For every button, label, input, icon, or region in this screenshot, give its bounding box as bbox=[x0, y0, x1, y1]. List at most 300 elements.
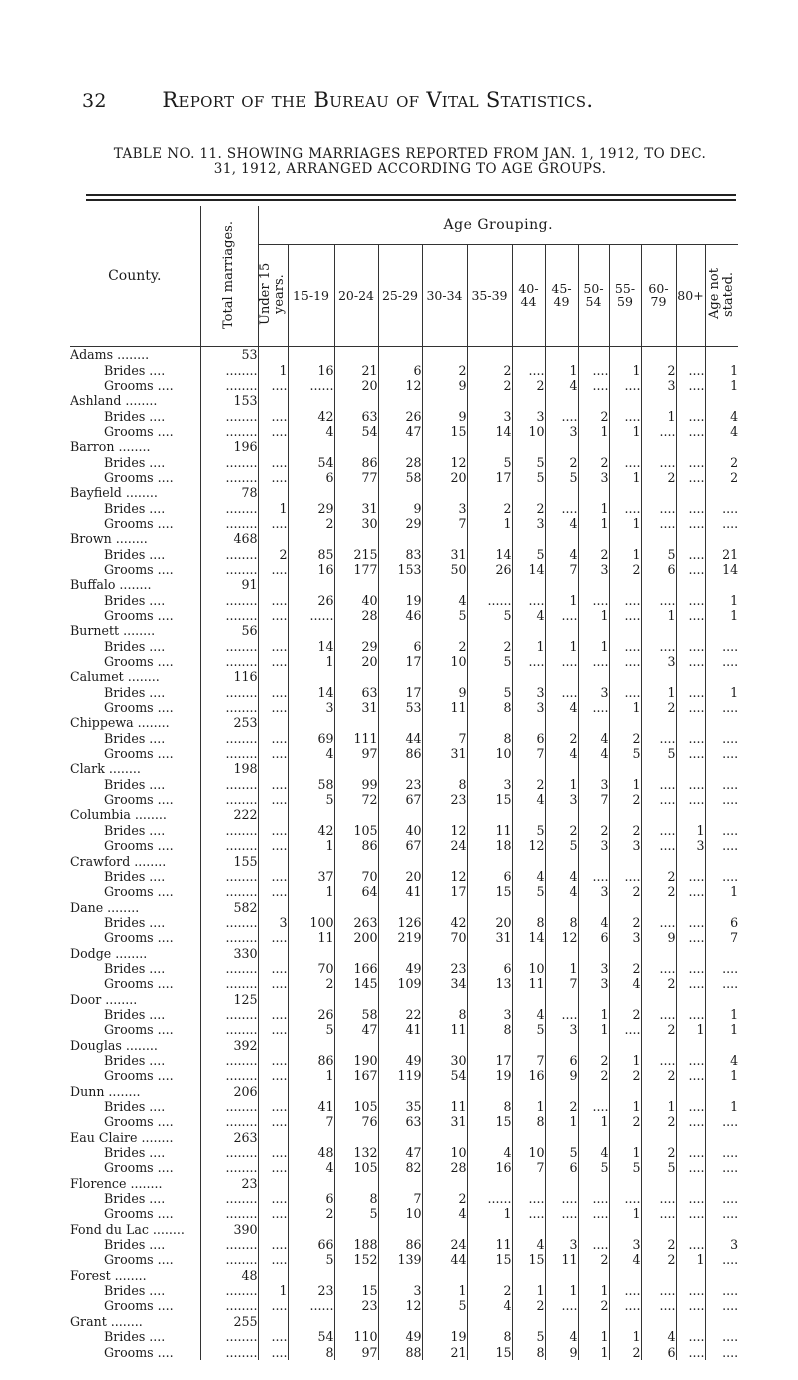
county-name: Burnett ........ bbox=[70, 623, 156, 639]
grooms-value: .... bbox=[676, 608, 705, 623]
grooms-value: 119 bbox=[378, 1068, 422, 1083]
grooms-value: .... bbox=[258, 654, 288, 669]
empty-cell bbox=[288, 393, 334, 408]
brides-row bbox=[70, 1329, 738, 1344]
grooms-value: 4 bbox=[578, 746, 609, 761]
grooms-value: .... bbox=[609, 654, 641, 669]
grooms-value: .... bbox=[609, 378, 641, 393]
grooms-row bbox=[70, 470, 738, 485]
county-row bbox=[70, 1130, 738, 1145]
grooms-value: 2 bbox=[288, 976, 334, 991]
empty-cell bbox=[578, 853, 609, 868]
grooms-value: 4 bbox=[512, 792, 545, 807]
brides-value: 1 bbox=[422, 1283, 467, 1298]
top-rule-double bbox=[86, 199, 736, 201]
grooms-value: 2 bbox=[288, 1206, 334, 1221]
county-total: 253 bbox=[200, 715, 258, 730]
empty-cell bbox=[578, 1176, 609, 1191]
grooms-value: 1 bbox=[609, 424, 641, 439]
county-total: 330 bbox=[200, 945, 258, 960]
brides-value: .... bbox=[609, 639, 641, 654]
grooms-value: 20 bbox=[334, 654, 378, 669]
empty-cell bbox=[578, 347, 609, 363]
county-name: Florence ........ bbox=[70, 1175, 163, 1191]
brides-value: .... bbox=[258, 593, 288, 608]
grooms-value: 5 bbox=[422, 1298, 467, 1313]
brides-value: 2 bbox=[578, 454, 609, 469]
brides-value: 7 bbox=[378, 1191, 422, 1206]
brides-value: .... bbox=[609, 1283, 641, 1298]
brides-value: .... bbox=[705, 731, 738, 746]
header-age-label: Under 15 years. bbox=[258, 262, 287, 326]
brides-value: 132 bbox=[334, 1145, 378, 1160]
header-age-0 bbox=[258, 245, 288, 347]
empty-cell bbox=[334, 1084, 378, 1099]
brides-value: .... bbox=[641, 454, 676, 469]
county-row bbox=[70, 347, 738, 363]
grooms-value: .... bbox=[609, 1022, 641, 1037]
empty-cell bbox=[609, 715, 641, 730]
grooms-value: 97 bbox=[334, 1344, 378, 1359]
total-leader: ........ bbox=[200, 1237, 258, 1252]
header-age-label: 35-39 bbox=[471, 288, 508, 303]
empty-cell bbox=[676, 991, 705, 1006]
brides-value: 21 bbox=[334, 362, 378, 377]
brides-value: 19 bbox=[378, 593, 422, 608]
brides-row bbox=[70, 1191, 738, 1206]
empty-cell bbox=[512, 991, 545, 1006]
empty-cell bbox=[578, 1037, 609, 1052]
grooms-value: ...... bbox=[288, 378, 334, 393]
grooms-value: 1 bbox=[705, 884, 738, 899]
brides-value: 6 bbox=[467, 869, 512, 884]
grooms-value: 4 bbox=[609, 976, 641, 991]
brides-value: 44 bbox=[378, 731, 422, 746]
grooms-value: 1 bbox=[288, 654, 334, 669]
brides-value: .... bbox=[258, 1237, 288, 1252]
grooms-value: .... bbox=[641, 1298, 676, 1313]
county-total: 206 bbox=[200, 1084, 258, 1099]
brides-value: 26 bbox=[288, 1007, 334, 1022]
grooms-value: 2 bbox=[705, 470, 738, 485]
empty-cell bbox=[378, 1268, 422, 1283]
brides-value: .... bbox=[609, 408, 641, 423]
empty-cell bbox=[641, 899, 676, 914]
county-total: 263 bbox=[200, 1130, 258, 1145]
grooms-row bbox=[70, 654, 738, 669]
brides-value: 126 bbox=[378, 915, 422, 930]
brides-value: .... bbox=[705, 869, 738, 884]
brides-value: 166 bbox=[334, 961, 378, 976]
brides-row bbox=[70, 1283, 738, 1298]
empty-cell bbox=[512, 577, 545, 592]
empty-cell bbox=[378, 439, 422, 454]
county-row bbox=[70, 1037, 738, 1052]
county-row bbox=[70, 623, 738, 638]
brides-value: 2 bbox=[467, 500, 512, 515]
empty-cell bbox=[641, 1084, 676, 1099]
header-age-label: 45- 49 bbox=[551, 281, 572, 309]
empty-cell bbox=[609, 623, 641, 638]
brides-value: 1 bbox=[705, 593, 738, 608]
brides-value: 12 bbox=[422, 454, 467, 469]
grooms-value: .... bbox=[705, 1344, 738, 1359]
county-row bbox=[70, 439, 738, 454]
empty-cell bbox=[578, 623, 609, 638]
brides-value: 63 bbox=[334, 408, 378, 423]
brides-value: 1 bbox=[578, 1329, 609, 1344]
grooms-value: 15 bbox=[512, 1252, 545, 1267]
brides-value: 105 bbox=[334, 1099, 378, 1114]
empty-cell bbox=[676, 485, 705, 500]
grooms-value: .... bbox=[676, 700, 705, 715]
grooms-value: 139 bbox=[378, 1252, 422, 1267]
empty-cell bbox=[467, 669, 512, 684]
brides-row bbox=[70, 454, 738, 469]
brides-value: .... bbox=[258, 961, 288, 976]
empty-cell bbox=[512, 853, 545, 868]
grooms-value: 23 bbox=[422, 792, 467, 807]
empty-cell bbox=[288, 1176, 334, 1191]
grooms-value: .... bbox=[258, 470, 288, 485]
grooms-value: .... bbox=[705, 976, 738, 991]
brides-value: .... bbox=[545, 408, 578, 423]
empty-cell bbox=[545, 807, 578, 822]
grooms-value: .... bbox=[258, 378, 288, 393]
county-name: Ashland ........ bbox=[70, 393, 158, 409]
brides-value: 5 bbox=[545, 1145, 578, 1160]
brides-value: .... bbox=[258, 869, 288, 884]
total-leader: ........ bbox=[200, 1099, 258, 1114]
empty-cell bbox=[422, 1222, 467, 1237]
total-leader: ........ bbox=[200, 470, 258, 485]
grooms-value: 1 bbox=[578, 424, 609, 439]
empty-cell bbox=[422, 853, 467, 868]
empty-cell bbox=[609, 393, 641, 408]
county-total: 23 bbox=[200, 1176, 258, 1191]
empty-cell bbox=[467, 1037, 512, 1052]
empty-cell bbox=[288, 1314, 334, 1329]
brides-value: 8 bbox=[467, 1099, 512, 1114]
brides-row bbox=[70, 823, 738, 838]
brides-value: 1 bbox=[609, 1053, 641, 1068]
brides-value: 66 bbox=[288, 1237, 334, 1252]
header-age-label: 30-34 bbox=[426, 288, 463, 303]
grooms-value: .... bbox=[258, 1206, 288, 1221]
empty-cell bbox=[641, 1176, 676, 1191]
grooms-value: 3 bbox=[545, 424, 578, 439]
grooms-value: .... bbox=[676, 884, 705, 899]
brides-value: 23 bbox=[422, 961, 467, 976]
grooms-value: 54 bbox=[422, 1068, 467, 1083]
brides-row bbox=[70, 639, 738, 654]
grooms-value: 3 bbox=[578, 976, 609, 991]
empty-cell bbox=[467, 623, 512, 638]
brides-value: 2 bbox=[578, 823, 609, 838]
grooms-value: 8 bbox=[512, 1114, 545, 1129]
grooms-value: 16 bbox=[467, 1160, 512, 1175]
brides-value: 29 bbox=[334, 639, 378, 654]
brides-value: 28 bbox=[378, 454, 422, 469]
empty-cell bbox=[512, 393, 545, 408]
empty-cell bbox=[288, 715, 334, 730]
empty-cell bbox=[467, 1222, 512, 1237]
grooms-value: 14 bbox=[512, 562, 545, 577]
brides-value: 8 bbox=[467, 1329, 512, 1344]
brides-row bbox=[70, 408, 738, 423]
brides-row bbox=[70, 1053, 738, 1068]
grooms-value: 70 bbox=[422, 930, 467, 945]
grooms-value: 14 bbox=[467, 424, 512, 439]
empty-cell bbox=[705, 439, 738, 454]
brides-label: Brides .... bbox=[104, 730, 166, 746]
brides-value: .... bbox=[578, 1099, 609, 1114]
brides-value: .... bbox=[641, 731, 676, 746]
brides-value: 11 bbox=[467, 823, 512, 838]
brides-value: 42 bbox=[288, 823, 334, 838]
header-age-label: 40- 44 bbox=[518, 281, 539, 309]
empty-cell bbox=[676, 899, 705, 914]
empty-cell bbox=[705, 807, 738, 822]
grooms-label: Grooms .... bbox=[104, 976, 174, 992]
empty-cell bbox=[378, 899, 422, 914]
empty-cell bbox=[422, 393, 467, 408]
grooms-value: 2 bbox=[641, 1114, 676, 1129]
brides-label: Brides .... bbox=[104, 822, 166, 838]
grooms-value: 17 bbox=[467, 470, 512, 485]
brides-value: 2 bbox=[609, 961, 641, 976]
total-leader: ........ bbox=[200, 1298, 258, 1313]
empty-cell bbox=[422, 1268, 467, 1283]
county-name: Barron ........ bbox=[70, 439, 151, 455]
grooms-value: 5 bbox=[609, 1160, 641, 1175]
brides-value: 4 bbox=[512, 1237, 545, 1252]
county-name: Calumet ........ bbox=[70, 669, 160, 685]
brides-value: 6 bbox=[378, 639, 422, 654]
total-leader: ........ bbox=[200, 546, 258, 561]
brides-value: 2 bbox=[609, 1007, 641, 1022]
empty-cell bbox=[288, 853, 334, 868]
grooms-value: 177 bbox=[334, 562, 378, 577]
county-total: 153 bbox=[200, 393, 258, 408]
grooms-label: Grooms .... bbox=[104, 423, 174, 439]
grooms-value: 6 bbox=[641, 1344, 676, 1359]
empty-cell bbox=[545, 1314, 578, 1329]
county-row bbox=[70, 1222, 738, 1237]
brides-value: 1 bbox=[705, 1007, 738, 1022]
grooms-value: 3 bbox=[578, 884, 609, 899]
brides-value: 2 bbox=[705, 454, 738, 469]
empty-cell bbox=[705, 945, 738, 960]
county-row bbox=[70, 1314, 738, 1329]
total-leader: ........ bbox=[200, 454, 258, 469]
empty-cell bbox=[641, 991, 676, 1006]
grooms-value: 3 bbox=[578, 470, 609, 485]
brides-value: .... bbox=[676, 869, 705, 884]
brides-row bbox=[70, 915, 738, 930]
grooms-value: 3 bbox=[609, 838, 641, 853]
grooms-value: 200 bbox=[334, 930, 378, 945]
brides-value: .... bbox=[545, 1007, 578, 1022]
empty-cell bbox=[334, 623, 378, 638]
grooms-value: 16 bbox=[288, 562, 334, 577]
empty-cell bbox=[512, 439, 545, 454]
brides-value: .... bbox=[609, 593, 641, 608]
empty-cell bbox=[676, 807, 705, 822]
brides-value: 7 bbox=[512, 1053, 545, 1068]
brides-value: .... bbox=[609, 500, 641, 515]
grooms-value: .... bbox=[705, 1252, 738, 1267]
page-header bbox=[82, 88, 702, 112]
brides-value: 54 bbox=[288, 454, 334, 469]
brides-value: 14 bbox=[288, 639, 334, 654]
grooms-value: 1 bbox=[288, 838, 334, 853]
brides-value: 1 bbox=[545, 362, 578, 377]
brides-value: .... bbox=[578, 362, 609, 377]
brides-row bbox=[70, 500, 738, 515]
brides-value: 4 bbox=[512, 869, 545, 884]
brides-value: .... bbox=[258, 1145, 288, 1160]
brides-value: .... bbox=[258, 639, 288, 654]
header-age-label: 50- 54 bbox=[583, 281, 604, 309]
empty-cell bbox=[545, 347, 578, 363]
brides-value: 1 bbox=[641, 408, 676, 423]
grooms-value: 5 bbox=[512, 470, 545, 485]
brides-value: 111 bbox=[334, 731, 378, 746]
grooms-value: 5 bbox=[545, 838, 578, 853]
empty-cell bbox=[641, 669, 676, 684]
brides-value: 58 bbox=[334, 1007, 378, 1022]
grooms-value: 4 bbox=[705, 424, 738, 439]
brides-value: 26 bbox=[288, 593, 334, 608]
empty-cell bbox=[578, 439, 609, 454]
brides-label: Brides .... bbox=[104, 638, 166, 654]
grooms-value: .... bbox=[676, 1160, 705, 1175]
grooms-value: 1 bbox=[609, 516, 641, 531]
empty-cell bbox=[258, 577, 288, 592]
brides-value: .... bbox=[676, 362, 705, 377]
grooms-value: 17 bbox=[422, 884, 467, 899]
empty-cell bbox=[545, 393, 578, 408]
total-leader: ........ bbox=[200, 930, 258, 945]
empty-cell bbox=[378, 1222, 422, 1237]
brides-value: 3 bbox=[512, 408, 545, 423]
grooms-value: .... bbox=[258, 838, 288, 853]
brides-value: .... bbox=[676, 1145, 705, 1160]
brides-value: 4 bbox=[545, 546, 578, 561]
empty-cell bbox=[378, 669, 422, 684]
brides-value: 2 bbox=[467, 1283, 512, 1298]
empty-cell bbox=[512, 485, 545, 500]
empty-cell bbox=[676, 1176, 705, 1191]
total-leader: ........ bbox=[200, 1022, 258, 1037]
empty-cell bbox=[705, 715, 738, 730]
empty-cell bbox=[545, 623, 578, 638]
empty-cell bbox=[578, 531, 609, 546]
grooms-row bbox=[70, 792, 738, 807]
empty-cell bbox=[641, 347, 676, 363]
grooms-value: .... bbox=[676, 378, 705, 393]
brides-label: Brides .... bbox=[104, 868, 166, 884]
brides-value: .... bbox=[512, 1191, 545, 1206]
empty-cell bbox=[334, 761, 378, 776]
empty-cell bbox=[334, 1176, 378, 1191]
grooms-value: 20 bbox=[422, 470, 467, 485]
grooms-value: 15 bbox=[467, 1344, 512, 1359]
empty-cell bbox=[422, 485, 467, 500]
brides-value: 19 bbox=[422, 1329, 467, 1344]
grooms-value: 53 bbox=[378, 700, 422, 715]
grooms-value: 1 bbox=[705, 1068, 738, 1083]
brides-label: Brides .... bbox=[104, 1237, 166, 1253]
brides-value: 31 bbox=[334, 500, 378, 515]
brides-value: ...... bbox=[467, 1191, 512, 1206]
empty-cell bbox=[422, 1176, 467, 1191]
grooms-value: 47 bbox=[334, 1022, 378, 1037]
empty-cell bbox=[512, 899, 545, 914]
empty-cell bbox=[578, 1314, 609, 1329]
brides-value: .... bbox=[258, 777, 288, 792]
empty-cell bbox=[422, 991, 467, 1006]
grooms-value: .... bbox=[676, 516, 705, 531]
brides-value: 1 bbox=[609, 1099, 641, 1114]
grooms-value: .... bbox=[258, 1252, 288, 1267]
brides-value: .... bbox=[258, 408, 288, 423]
empty-cell bbox=[288, 807, 334, 822]
grooms-value: 219 bbox=[378, 930, 422, 945]
grooms-value: 5 bbox=[422, 608, 467, 623]
grooms-value: 5 bbox=[609, 746, 641, 761]
empty-cell bbox=[609, 1176, 641, 1191]
grooms-value: 3 bbox=[641, 654, 676, 669]
header-age-9 bbox=[609, 245, 641, 347]
grooms-label: Grooms .... bbox=[104, 561, 174, 577]
header-age-3 bbox=[378, 245, 422, 347]
grooms-value: 34 bbox=[422, 976, 467, 991]
brides-row bbox=[70, 777, 738, 792]
brides-value: 2 bbox=[258, 546, 288, 561]
brides-value: 3 bbox=[258, 915, 288, 930]
grooms-value: .... bbox=[258, 930, 288, 945]
empty-cell bbox=[676, 531, 705, 546]
brides-value: 4 bbox=[578, 1145, 609, 1160]
brides-value: 4 bbox=[422, 593, 467, 608]
empty-cell bbox=[258, 531, 288, 546]
brides-value: 4 bbox=[545, 869, 578, 884]
empty-cell bbox=[705, 761, 738, 776]
total-leader: ........ bbox=[200, 700, 258, 715]
header-age-label: 15-19 bbox=[292, 288, 330, 303]
county-name: Bayfield ........ bbox=[70, 485, 158, 501]
brides-value: 1 bbox=[578, 1007, 609, 1022]
grooms-row bbox=[70, 746, 738, 761]
brides-value: 4 bbox=[512, 1007, 545, 1022]
grooms-value: 2 bbox=[641, 1022, 676, 1037]
empty-cell bbox=[422, 1130, 467, 1145]
brides-value: 190 bbox=[334, 1053, 378, 1068]
county-name: Buffalo ........ bbox=[70, 577, 152, 593]
empty-cell bbox=[545, 1037, 578, 1052]
empty-cell bbox=[641, 531, 676, 546]
brides-value: 2 bbox=[545, 454, 578, 469]
empty-cell bbox=[378, 1130, 422, 1145]
empty-cell bbox=[258, 1037, 288, 1052]
grooms-value: .... bbox=[609, 1298, 641, 1313]
brides-value: 1 bbox=[609, 362, 641, 377]
brides-value: .... bbox=[676, 1329, 705, 1344]
brides-value: .... bbox=[641, 1283, 676, 1298]
grooms-value: 14 bbox=[512, 930, 545, 945]
